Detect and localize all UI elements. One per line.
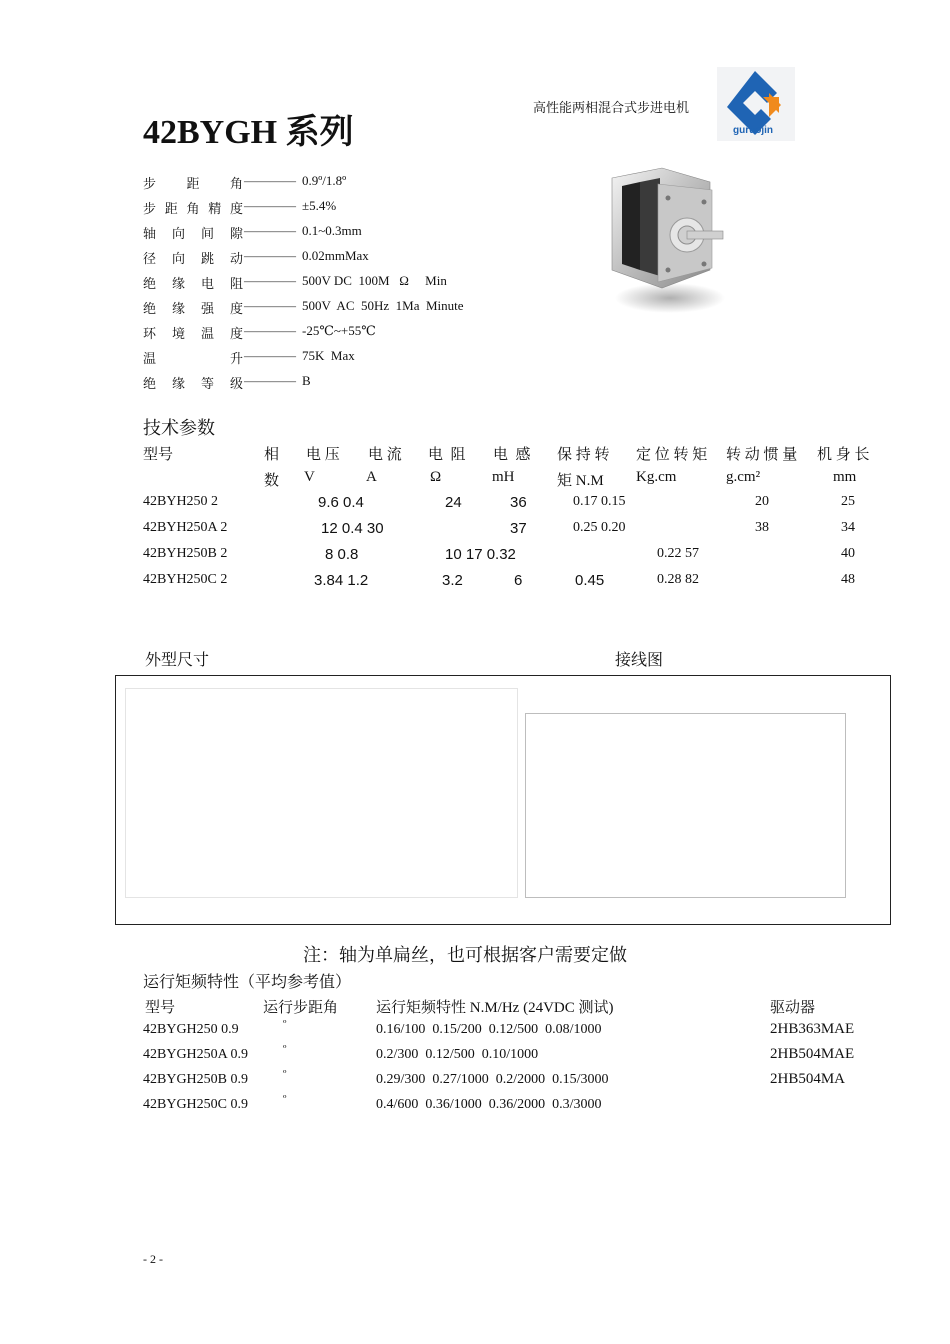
spec-label-char: 径 <box>143 251 157 266</box>
spec-label-char: 绝 <box>143 276 157 291</box>
tech-cell: 0.45 <box>575 572 605 589</box>
tech-cell: 3.84 1.2 <box>314 572 369 589</box>
spec-dash: ———— <box>244 223 296 238</box>
tech-cell: 8 0.8 <box>325 546 359 563</box>
dimension-drawing <box>125 688 518 898</box>
spec-label-char: 升 <box>229 351 243 366</box>
spec-dash: ———— <box>244 373 296 388</box>
spec-label-char: 温 <box>143 351 157 366</box>
tech-cell: 3.2 <box>442 572 463 589</box>
freq-model: 42BYGH250A 0.9 <box>143 1047 249 1062</box>
spec-label <box>143 373 243 392</box>
spec-label <box>143 348 243 367</box>
spec-dash: ———— <box>244 173 296 188</box>
freq-curve: 0.29/300 0.27/1000 0.2/2000 0.15/3000 <box>376 1072 609 1087</box>
freq-driver: 2HB504MAE <box>770 1046 855 1062</box>
tech-cell: 24 <box>445 494 462 511</box>
freq-model: 42BYGH250C 0.9 <box>143 1097 249 1112</box>
tech-header-cell: 定 位 转 矩 <box>636 447 708 463</box>
spec-label <box>143 273 243 292</box>
spec-label <box>143 248 243 267</box>
spec-label <box>143 323 243 342</box>
tech-header-cell: 保 持 转 <box>557 447 610 463</box>
spec-label-char: 轴 <box>143 226 157 241</box>
dimensions-label: 外型尺寸 <box>145 650 210 669</box>
spec-label-char: 距 <box>186 176 200 191</box>
page-number: - 2 - <box>143 1252 163 1266</box>
tech-header-cell: 型号 <box>143 447 174 463</box>
tech-header-cell: 电 阻 <box>428 447 466 463</box>
tech-cell: 0.17 0.15 <box>573 494 626 509</box>
spec-label-char: 环 <box>143 326 157 341</box>
spec-label-char: 跳 <box>200 251 214 266</box>
freq-section-title: 运行矩频特性（平均参考值） <box>143 972 352 991</box>
spec-label-char: 步 <box>143 201 157 216</box>
spec-label-char: 度 <box>229 201 243 216</box>
tech-header-cell: mH <box>492 469 515 485</box>
freq-header-cell: 驱动器 <box>770 1000 816 1016</box>
tech-cell: 34 <box>841 520 855 535</box>
freq-header-cell: 运行矩频特性 N.M/Hz (24VDC 测试) <box>376 1000 614 1016</box>
spec-label-char: 缘 <box>171 301 185 316</box>
spec-value: 0.1~0.3mm <box>302 223 362 238</box>
spec-label-char: 绝 <box>143 301 157 316</box>
spec-dash: ———— <box>244 198 296 213</box>
freq-model: 42BYGH250B 0.9 <box>143 1072 249 1087</box>
tech-model: 42BYH250A 2 <box>143 520 228 535</box>
freq-degree: º <box>283 1018 287 1030</box>
spec-label <box>143 173 243 192</box>
motor-image <box>592 160 742 320</box>
tech-cell: 10 17 0.32 <box>445 546 516 563</box>
tech-header-cell: 转 动 惯 量 <box>726 447 798 463</box>
wiring-diagram <box>525 713 846 898</box>
spec-label-char: 向 <box>171 251 185 266</box>
tech-header-cell: Kg.cm <box>636 469 677 485</box>
freq-degree: º <box>283 1068 287 1080</box>
spec-label-char: 缘 <box>171 376 185 391</box>
tech-model: 42BYH250C 2 <box>143 572 228 587</box>
spec-label-char: 角 <box>229 176 243 191</box>
spec-label-char: 隙 <box>229 226 243 241</box>
tech-header-cell: g.cm² <box>726 469 761 485</box>
tech-cell: 0.25 0.20 <box>573 520 626 535</box>
spec-value: 500V AC 50Hz 1Ma Minute <box>302 298 464 313</box>
spec-value: B <box>302 373 311 388</box>
freq-degree: º <box>283 1043 287 1055</box>
spec-label-char: 距 <box>164 201 178 216</box>
freq-curve: 0.2/300 0.12/500 0.10/1000 <box>376 1047 539 1062</box>
spec-label-char: 等 <box>200 376 214 391</box>
freq-curve: 0.16/100 0.15/200 0.12/500 0.08/1000 <box>376 1022 602 1037</box>
page-title: 42BYGH 系列 <box>143 114 354 151</box>
tech-model: 42BYH250B 2 <box>143 546 228 561</box>
spec-label-char: 级 <box>229 376 243 391</box>
spec-label-char: 度 <box>229 301 243 316</box>
tech-header-cell: 矩 N.M <box>557 473 604 489</box>
spec-value: 0.02mmMax <box>302 248 369 263</box>
spec-value: 500V DC 100M Ω Min <box>302 273 447 288</box>
logo-text: guruojin <box>733 125 773 136</box>
tech-cell: 20 <box>755 494 769 509</box>
tech-header-cell: Ω <box>430 469 442 485</box>
spec-value: 75K Max <box>302 348 355 363</box>
tech-header-cell: 机 身 长 <box>817 447 870 463</box>
tech-cell: 9.6 0.4 <box>318 494 364 511</box>
spec-label-char: 度 <box>229 326 243 341</box>
note-text: 注：轴为单扁丝，也可根据客户需要定做 <box>303 945 627 966</box>
spec-label-char: 强 <box>200 301 214 316</box>
tech-section-title: 技术参数 <box>143 418 215 439</box>
tech-cell: 37 <box>510 520 527 537</box>
spec-label-char: 间 <box>200 226 214 241</box>
tech-header-cell: A <box>366 469 377 485</box>
spec-label-char: 阻 <box>229 276 243 291</box>
spec-label-char: 步 <box>143 176 157 191</box>
freq-degree: º <box>283 1093 287 1105</box>
tech-header-cell: 相 <box>264 447 280 463</box>
freq-header-cell: 运行步距角 <box>263 1000 339 1016</box>
freq-curve: 0.4/600 0.36/1000 0.36/2000 0.3/3000 <box>376 1097 602 1112</box>
page-subtitle: 高性能两相混合式步进电机 <box>533 100 690 115</box>
freq-driver: 2HB363MAE <box>770 1021 855 1037</box>
tech-cell: 36 <box>510 494 527 511</box>
spec-dash: ———— <box>244 323 296 338</box>
tech-cell: 48 <box>841 572 855 587</box>
spec-label <box>143 298 243 317</box>
spec-dash: ———— <box>244 348 296 363</box>
tech-cell: 12 0.4 30 <box>321 520 384 537</box>
tech-cell: 25 <box>841 494 855 509</box>
freq-model: 42BYGH250 0.9 <box>143 1022 239 1037</box>
tech-cell: 0.22 57 <box>657 546 699 561</box>
tech-cell: 0.28 82 <box>657 572 699 587</box>
tech-header-cell: V <box>304 469 315 485</box>
spec-label-char: 角 <box>186 201 200 216</box>
spec-label-char: 精 <box>208 201 222 216</box>
tech-header-cell: mm <box>833 469 857 485</box>
spec-dash: ———— <box>244 273 296 288</box>
tech-model: 42BYH250 2 <box>143 494 219 509</box>
tech-header-cell: 电 压 <box>306 447 340 463</box>
spec-label <box>143 198 243 217</box>
spec-label <box>143 223 243 242</box>
freq-header-cell: 型号 <box>145 1000 176 1016</box>
spec-label-char: 缘 <box>171 276 185 291</box>
spec-label-char: 绝 <box>143 376 157 391</box>
tech-header-cell: 电 感 <box>493 447 531 463</box>
spec-value: 0.9º/1.8º <box>302 173 347 188</box>
tech-header-cell: 电 流 <box>368 447 402 463</box>
tech-cell: 6 <box>514 572 523 589</box>
tech-header-cell: 数 <box>264 473 280 489</box>
tech-cell: 40 <box>841 546 855 561</box>
wiring-label: 接线图 <box>615 650 664 669</box>
spec-label-char: 温 <box>200 326 214 341</box>
spec-label-char: 电 <box>200 276 214 291</box>
spec-label-char: 向 <box>171 226 185 241</box>
spec-label-char: 动 <box>229 251 243 266</box>
brand-logo <box>717 67 795 141</box>
spec-label-char: 境 <box>171 326 185 341</box>
freq-driver: 2HB504MA <box>770 1071 846 1087</box>
spec-dash: ———— <box>244 248 296 263</box>
spec-value: -25℃~+55℃ <box>302 323 376 338</box>
spec-value: ±5.4% <box>302 198 337 213</box>
spec-dash: ———— <box>244 298 296 313</box>
tech-cell: 38 <box>755 520 769 535</box>
